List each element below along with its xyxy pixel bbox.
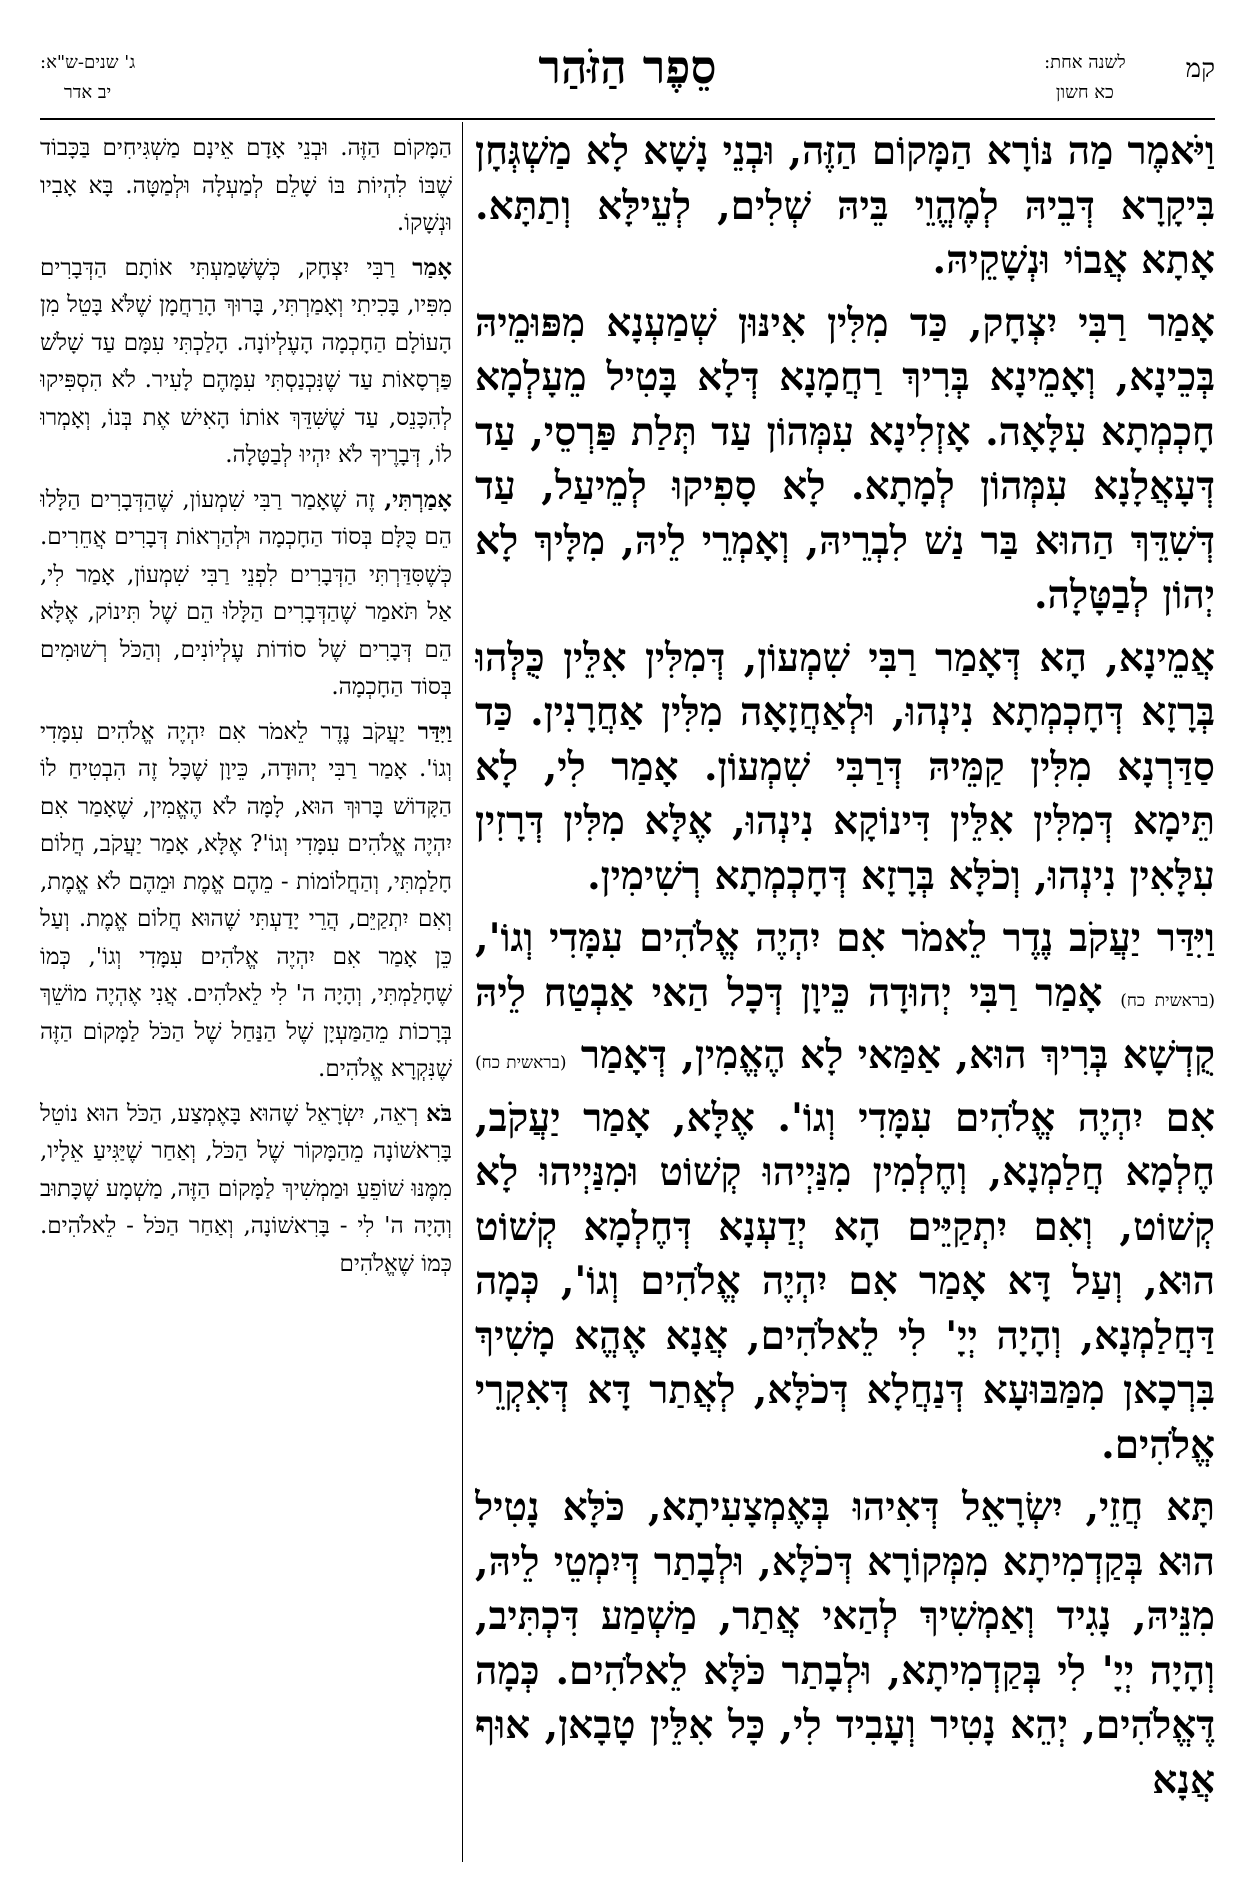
aramaic-paragraph <box>475 1480 1215 1807</box>
hebrew-paragraph <box>40 1095 452 1284</box>
paragraph-lead-word: אָמַר <box>412 253 452 281</box>
paragraph-lead-word: אָמַר <box>1147 299 1215 346</box>
paragraph-lead-word: וַיִּדַּר <box>1156 915 1215 961</box>
header-rule <box>40 118 1215 120</box>
header-right-line2: כא חשון <box>1055 82 1114 103</box>
header-left-block <box>40 48 135 108</box>
aramaic-paragraph <box>475 124 1215 288</box>
paragraph-lead-word: בֹּא <box>426 1099 452 1127</box>
paragraph-text: הָא דְּאָמַר רַבִּי שִׁמְעוֹן, דְּמִלִּין אִלֵּין כֻּלְּהוּ בְּרָזָא דְּחָכְמְתָא נִינְהוּ, וּלְאַחֲזָאָה מִלִּין אַחֲרָנִין. כַּד סַדַּרְנָא מִלִּין קַמֵּיהּ דְּרַבִּי שִׁמְעוֹן. אָמַר לִי, לָא תֵּימָא דְּמִלִּין אִלֵּין דִּינוֹקָא נִינְהוּ, אֶלָּא מִלִּין דְּרָזִין עִלָּאִין נִינְהוּ, וְכֹלָּא בְּרָזָא דְּחָכְמְתָא רְשִׁימִין. <box>475 634 1215 899</box>
header-left-line2: יב אדר <box>63 82 112 103</box>
paragraph-lead-word: אֲמֵינָא, <box>1105 634 1215 681</box>
header-right-line1: לשנה אחת: <box>1044 52 1126 73</box>
hebrew-paragraph <box>40 713 452 1089</box>
paragraph-text: זֶה שֶׁאָמַר רַבִּי שִׁמְעוֹן, שֶׁהַדְּבָרִים הַלָּלוּ הֵם כֻּלָּם בְּסוֹד הַחָכְמָה וּלְהַרְאוֹת דְּבָרִים אֲחֵרִים. כְּשֶׁסִּדַּרְתִּי הַדְּבָרִים לִפְנֵי רַבִּי שִׁמְעוֹן, אָמַר לִי, אַל תֹּאמַר שֶׁהַדְּבָרִים הַלָּלוּ הֵם שֶׁל תִּינוֹק, אֶלָּא הֵם דְּבָרִים שֶׁל סוֹדוֹת עֶלְיוֹנִים, וְהַכֹּל רְשׁוּמִים בְּסוֹד הַחָכְמָה. <box>40 486 452 700</box>
hebrew-paragraph <box>40 481 452 707</box>
column-divider <box>462 122 463 1862</box>
paragraph-lead-word: וַיִּדַּר <box>417 717 452 745</box>
verse-reference: (בראשית כח) <box>475 1053 567 1073</box>
paragraph-text: יִשְׂרָאֵל דְּאִיהוּ בְּאֶמְצָעִיתָא, כֹּלָּא נָטִיל הוּא בְּקַדְמִיתָא מִמְּקוֹרָא דְּכֹלָּא, וּלְבָתַר דְּיִמְטֵי לֵיהּ, מִנֵּיהּ, נָגִיד וְאַמְשִׁיךְ לְהַאי אֲתַר, מַשְׁמַע דִּכְתִּיב, וְהָיָה יְיָ' לִי בְּקַדְמִיתָא, וּלְבָתַר כֹּלָּא לֵאלֹהִים. כְּמָה דֶּאֱלֹהִים, יְהֵא נָטִיר וְעָבִיד לִי, כָּל אִלֵּין טָבָאן, אוּף אֲנָא <box>475 1484 1215 1803</box>
paragraph-text: רַבִּי יִצְחָק, כַּד מִלִּין אִינּוּן שְׁמַעְנָא מִפּוּמֵיהּ בְּכֵינָא, וְאָמֵינָא בְּרִיךְ רַחֲמָנָא דְּלָא בָּטִיל מֵעָלְמָא חָכְמְתָא עִלָּאָה. אָזְלִינָא עִמְּהוֹן עַד תְּלַת פַּרְסֵי, עַד דְּעָאֲלָנָא עִמְּהוֹן לְמָתָא. לָא סָפִיקוּ לְמֵיעַל, עַד דְּשִׁדֵּךְ הַהוּא בַּר נַשׁ לִבְרֵיהּ, וְאָמְרֵי לֵיהּ, מִלָּיךְ לָא יְהוֹן לְבַטָּלָה. <box>475 299 1215 618</box>
aramaic-paragraph <box>475 296 1215 623</box>
paragraph-text: רְאֵה, יִשְׂרָאֵל שֶׁהוּא בָּאֶמְצַע, הַכֹּל הוּא נוֹטֵל בָּרִאשׁוֹנָה מֵהַמָּקוֹר שֶׁל הַכֹּל, וְאַחַר שֶׁיַּגִּיעַ אֵלָיו, מִמֶּנּוּ שׁוֹפֵעַ וּמַמְשִׁיךְ לַמָּקוֹם הַזֶּה, מַשְׁמָע שֶׁכָּתוּב וְהָיָה ה' לִי - בָּרִאשׁוֹנָה, וְאַחַר הַכֹּל - לֵאלֹהִים. כְּמוֹ שֶׁאֱלֹהִים <box>40 1100 452 1277</box>
paragraph-text: אִם יִהְיֶה אֱלֹהִים עִמָּדִי וְגוֹ'. אֶלָּא, אָמַר יַעֲקֹב, חֶלְמָא חֲלַמְנָא, וְחֶלְמִין מִנַּיְיהוּ קְשׁוֹט וּמִנַּיְיהוּ לָא קְשׁוֹט, וְאִם יִתְקַיֵּים הָא יְדַעְנָא דְּחֶלְמָא קְשׁוֹט הוּא, וְעַל דָּא אָמַר אִם יִהְיֶה אֱלֹהִים וְגוֹ', כְּמָה דַּחֲלַמְנָא, וְהָיָה יְיָ' לִי לֵאלֹהִים, אֲנָא אֶהֱא מָשִׁיךְ בִּרְכָאן מִמַּבּוּעָא דְּנַחֲלָא דְּכֹלָּא, לְאֲתַר דָּא דְּאִקְרֵי אֱלֹהִים. <box>475 1094 1215 1468</box>
paragraph-text: הַמָּקוֹם הַזֶּה. וּבְנֵי אָדָם אֵינָם מַשְׁגִּיחִים בַּכָּבוֹד שֶׁבּוֹ לִהְיוֹת בּוֹ שָׁלֵם לְמַעְלָה וּלְמַטָּה. בָּא אָבִיו וּנְשָׁקוֹ. <box>40 135 452 236</box>
paragraph-lead-word: וַיֹּאמֶר <box>1127 128 1215 174</box>
paragraph-text: מַה נּוֹרָא הַמָּקוֹם הַזֶּה, וּבְנֵי נָשָׁא לָא מַשְׁגְּחָן בִּיקָרָא דְּבֵיהּ לְמֶהֱוֵי בֵּיהּ שְׁלִים, לְעֵילָּא וְתַתָּא. אָתָא אֲבוֹי וּנְשָׁקֵיהּ. <box>475 128 1215 283</box>
aramaic-column <box>475 124 1215 1869</box>
paragraph-text: אָמַר רַבִּי יְהוּדָה כֵּיוָן דְּכָל הַאי אַבְטַח לֵיהּ קֻדְשָׁא בְּרִיךְ הוּא, אַמַּאי לָא הֶאֱמִין, דְּאָמַר <box>475 969 1215 1078</box>
page-number: קמ <box>1185 54 1215 84</box>
paragraph-text: יַעֲקֹב נֶדֶר לֵאמֹר אִם יִהְיֶה אֱלֹהִים עִמָּדִי וְגוֹ'. אָמַר רַבִּי יְהוּדָה, כֵּיוָן שֶׁכָּל זֶה הִבְטִיחַ לוֹ הַקָּדוֹשׁ בָּרוּךְ הוּא, לָמָּה לֹא הֶאֱמִין, שֶׁאָמַר אִם יִהְיֶה אֱלֹהִים עִמָּדִי וְגוֹ'? אֶלָּא, אָמַר יַעֲקֹב, חֲלוֹם חָלַמְתִּי, וְהַחֲלוֹמוֹת - מֵהֶם אֱמֶת וּמֵהֶם לֹא אֱמֶת, וְאִם יִתְקַיֵּם, הֲרֵי יָדַעְתִּי שֶׁהוּא חֲלוֹם אֱמֶת. וְעַל כֵּן אָמַר אִם יִהְיֶה אֱלֹהִים עִמָּדִי וְגוֹ', כְּמוֹ שֶׁחָלַמְתִּי, וְהָיָה ה' לִי לֵאלֹהִים. אֲנִי אֶהְיֶה מוֹשֵׁךְ בְּרָכוֹת מֵהַמַּעְיָן שֶׁל הַנַּחַל שֶׁל הַכֹּל לַמָּקוֹם הַזֶּה שֶׁנִּקְרָא אֱלֹהִים. <box>40 718 452 1082</box>
hebrew-translation-column <box>40 130 452 1870</box>
book-title: סֵפֶר הַזֹּהַר <box>538 40 717 94</box>
hebrew-paragraph <box>40 130 452 243</box>
aramaic-paragraph <box>475 911 1215 1472</box>
paragraph-text: יַעֲקֹב נֶדֶר לֵאמֹר אִם יִהְיֶה אֱלֹהִים עִמָּדִי וְגוֹ', <box>475 915 1157 961</box>
hebrew-paragraph <box>40 249 452 475</box>
paragraph-text: רַבִּי יִצְחָק, כְּשֶׁשָּׁמַעְתִּי אוֹתָם הַדְּבָרִים מִפִּיו, בָּכִיתִי וְאָמַרְתִּי, בָּרוּךְ הָרַחֲמָן שֶׁלֹּא בָּטֵל מִן הָעוֹלָם הַחָכְמָה הָעֶלְיוֹנָה. הָלַכְתִּי עִמָּם עַד שָׁלֹשׁ פַּרְסָאוֹת עַד שֶׁנִּכְנַסְתִּי עִמָּהֶם לָעִיר. לֹא הִסְפִּיקוּ לְהִכָּנֵס, עַד שֶׁשִּׁדֵּךְ אוֹתוֹ הָאִישׁ אֶת בְּנוֹ, וְאָמְרוּ לוֹ, דְּבָרֶיךָ לֹא יִהְיוּ לְבַטָּלָה. <box>40 254 452 468</box>
paragraph-lead-word: אָמַרְתִּי, <box>384 485 452 513</box>
paragraph-lead-word: תָּא חֲזֵי, <box>1085 1484 1215 1530</box>
aramaic-paragraph <box>475 631 1215 904</box>
header-left-line1: ג' שנים-ש"א: <box>40 52 136 73</box>
page-header <box>40 40 1215 120</box>
verse-reference: (בראשית כח) <box>1120 990 1215 1011</box>
